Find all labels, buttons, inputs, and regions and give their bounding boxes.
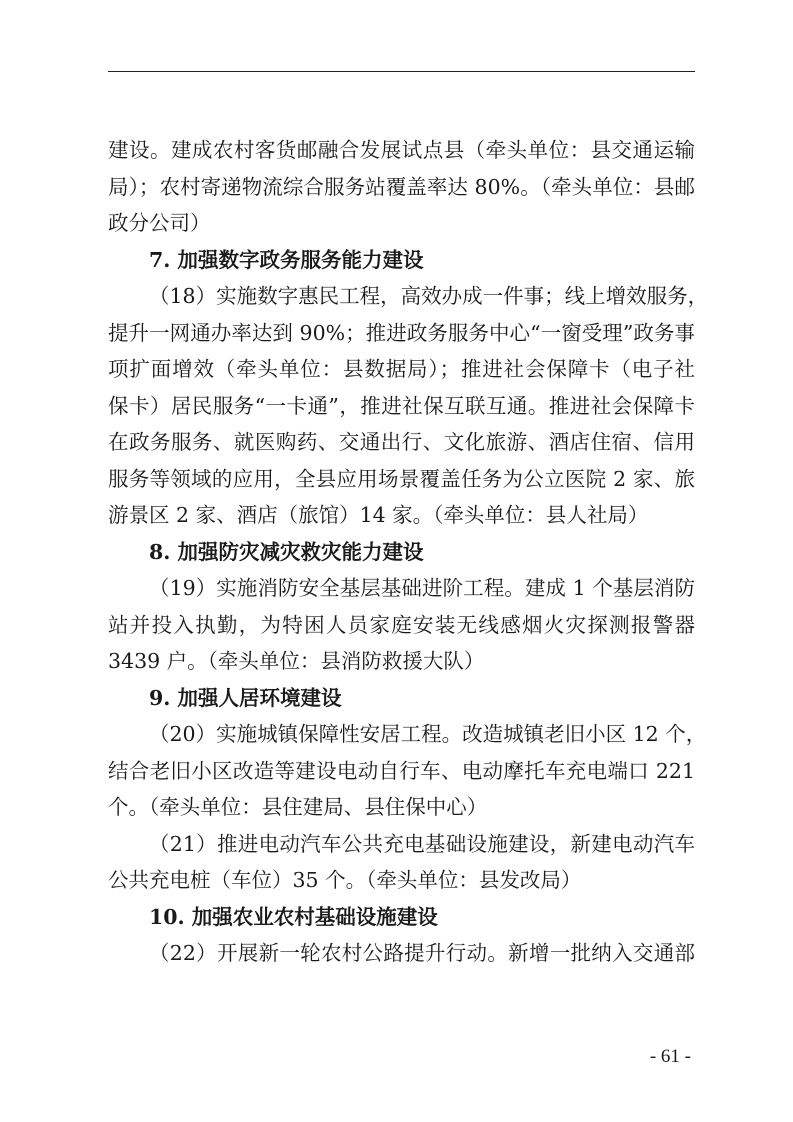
- paragraph-line: （18）实施数字惠民工程，高效办成一件事；线上增效服务，: [149, 284, 709, 308]
- paragraph-line: 站并投入执勤，为特困人员家庭安装无线感烟火灾探测报警器: [108, 612, 695, 637]
- section-heading: 8. 加强防灾减灾救灾能力建设: [149, 539, 424, 564]
- section-heading: 7. 加强数字政务服务能力建设: [149, 247, 424, 272]
- paragraph-line: （22）开展新一轮农村公路提升行动。新增一批纳入交通部: [149, 941, 695, 965]
- paragraph-line: 保卡）居民服务“一卡通”，推进社保互联互通。推进社会保障卡: [108, 393, 695, 418]
- paragraph-line: 个。（牵头单位：县住建局、县住保中心）: [108, 795, 488, 819]
- paragraph-line: 3439 户。（牵头单位：县消防救援大队）: [108, 649, 485, 673]
- document-body: [108, 132, 709, 972]
- paragraph-line: 公共充电桩（车位）35 个。（牵头单位：县发改局）: [108, 868, 582, 892]
- paragraph-line: 服务等领域的应用，全县应用场景覆盖任务为公立医院 2 家、旅: [108, 466, 695, 491]
- paragraph-line: 局）；农村寄递物流综合服务站覆盖率达 80%。（牵头单位：县邮: [108, 174, 695, 199]
- section-heading: 9. 加强人居环境建设: [149, 685, 342, 710]
- section-heading: 10. 加强农业农村基础设施建设: [149, 904, 438, 929]
- paragraph-line: （20）实施城镇保障性安居工程。改造城镇老旧小区 12 个，: [149, 722, 707, 746]
- paragraph-line: 提升一网通办率达到 90%；推进政务服务中心“一窗受理”政务事: [108, 320, 695, 345]
- paragraph-line: 游景区 2 家、酒店（旅馆）14 家。（牵头单位：县人社局）: [108, 503, 649, 527]
- paragraph-line: 结合老旧小区改造等建设电动自行车、电动摩托车充电端口 221: [108, 758, 695, 783]
- paragraph-line: 建设。建成农村客货邮融合发展试点县（牵头单位：县交通运输: [108, 138, 695, 162]
- paragraph-line: 在政务服务、就医购药、交通出行、文化旅游、酒店住宿、信用: [108, 430, 695, 454]
- header-rule: [108, 71, 695, 72]
- paragraph-line: （21）推进电动汽车公共充电基础设施建设，新建电动汽车: [149, 831, 695, 856]
- paragraph-line: 项扩面增效（牵头单位：县数据局）；推进社会保障卡（电子社: [108, 357, 695, 381]
- paragraph-line: （19）实施消防安全基层基础进阶工程。建成 1 个基层消防: [149, 576, 695, 600]
- paragraph-line: 政分公司）: [108, 211, 211, 235]
- page-number: - 61 -: [649, 1046, 691, 1067]
